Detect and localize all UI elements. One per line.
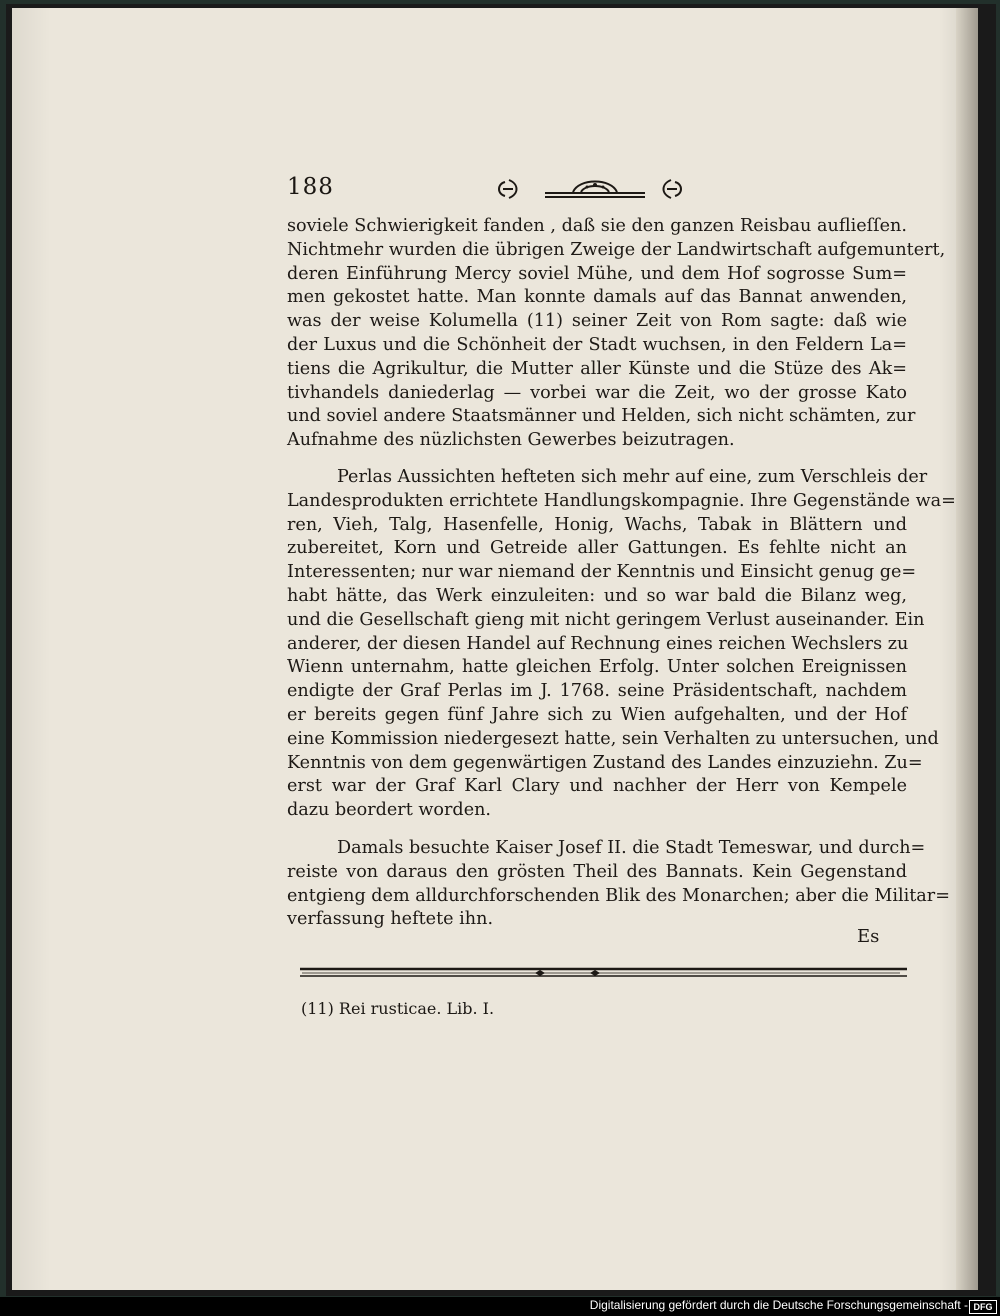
catchword: Es: [857, 926, 880, 947]
text-line: zubereitet, Korn und Getreide aller Gattungen. Es fehlte nicht an: [287, 538, 907, 559]
text-line: Perlas Aussichten hefteten sich mehr auf eine, zum Verschleis der: [337, 466, 928, 487]
text-line: habt hätte, das Werk einzuleiten: und so war bald die Bilanz weg,: [287, 585, 907, 606]
text-line: Kenntnis von dem gegenwärtigen Zustand des Landes einzuziehn. Zu=: [287, 752, 923, 773]
text-line: tiens die Agrikultur, die Mutter aller Künste und die Stüze des Ak=: [287, 358, 907, 379]
paragraph-spacer: [287, 823, 907, 837]
text-line: tivhandels daniederlag — vorbei war die Zeit, wo der grosse Kato: [287, 382, 907, 403]
page-gutter-shadow: [956, 8, 978, 1290]
text-line: dazu beordert worden.: [287, 800, 492, 821]
footer-credit: Digitalisierung gefördert durch die Deutsche Forschungsgemeinschaft -: [589, 1298, 968, 1312]
page-number: 188: [287, 174, 334, 200]
text-line: soviele Schwierigkeit fanden , daß sie den ganzen Reisbau auflieſſen.: [287, 216, 907, 236]
text-line: verfassung heftete ihn.: [287, 909, 494, 930]
text-line: Nichtmehr wurden die übrigen Zweige der Landwirtschaft aufgemuntert,: [287, 239, 946, 260]
text-line: Aufnahme des nüzlichsten Gewerbes beizutragen.: [287, 430, 735, 451]
text-line: er bereits gegen fünf Jahre sich zu Wien aufgehalten, und der Hof: [287, 704, 907, 725]
footnote: (11) Rei rusticae. Lib. I.: [301, 999, 495, 1018]
footnote-divider: [300, 966, 907, 980]
text-line: Landesprodukten errichtete Handlungskompagnie. Ihre Gegenstände wa=: [287, 490, 956, 511]
text-line: erst war der Graf Karl Clary und nachher der Herr von Kempele: [287, 776, 907, 797]
text-line: anderer, der diesen Handel auf Rechnung eines reichen Wechslers zu: [287, 633, 909, 654]
text-line: ren, Vieh, Talg, Hasenfelle, Honig, Wachs, Tabak in Blättern und: [287, 514, 907, 535]
text-line: der Luxus und die Schönheit der Stadt wuchsen, in den Feldern La=: [287, 334, 907, 355]
text-line: deren Einführung Mercy soviel Mühe, und dem Hof sogrosse Sum=: [287, 263, 907, 284]
text-line: entgieng dem alldurchforschenden Blik des Monarchen; aber die Militar=: [287, 885, 950, 906]
text-line: reiste von daraus den grösten Theil des Bannats. Kein Gegenstand: [287, 861, 907, 882]
paragraph-spacer: [287, 453, 907, 466]
text-line: und die Gesellschaft gieng mit nicht geringem Verlust auseinander. Ein: [287, 609, 925, 630]
paragraph-1: [287, 215, 946, 453]
paragraph-3: [287, 837, 950, 932]
text-line: Damals besuchte Kaiser Josef II. die Stadt Temeswar, und durch=: [337, 837, 926, 858]
page-header: [287, 172, 907, 208]
text-line: eine Kommission niedergesezt hatte, sein Verhalten zu untersuchen, und: [287, 728, 939, 749]
text-line: Interessenten; nur war niemand der Kenntnis und Einsicht genug ge=: [287, 562, 917, 583]
text-line: und soviel andere Staatsmänner und Helden, sich nicht schämten, zur: [287, 406, 916, 427]
paragraph-2: [287, 466, 956, 823]
text-line: Wienn unternahm, hatte gleichen Erfolg. Unter solchen Ereignissen: [287, 657, 907, 678]
text-line: was der weise Kolumella (11) seiner Zeit von Rom sagte: daß wie: [287, 311, 907, 332]
header-ornament-icon: [495, 176, 685, 202]
dfg-logo: DFG: [969, 1300, 997, 1314]
text-line: endigte der Graf Perlas im J. 1768. seine Präsidentschaft, nachdem: [287, 681, 907, 702]
page-body: [287, 215, 956, 932]
text-line: men gekostet hatte. Man konnte damals auf das Bannat anwenden,: [287, 287, 907, 308]
